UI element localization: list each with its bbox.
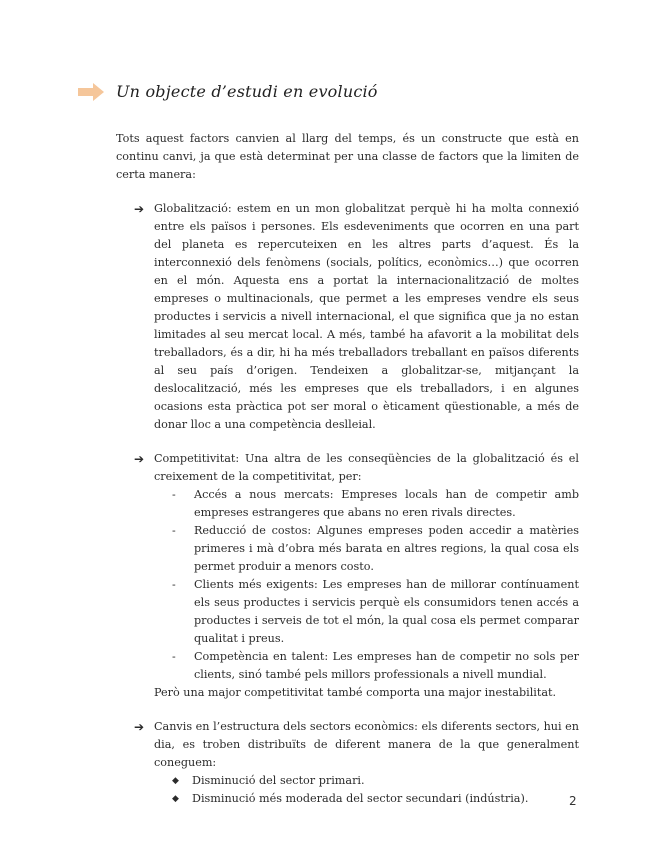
heading-title: Un objecte d’estudi en evolució: [116, 82, 378, 101]
list-item-text: Disminució del sector primari.: [192, 774, 365, 787]
diamond-bullet-icon: ◆: [172, 776, 179, 786]
bullet-text: Canvis en l’estructura dels sectors econòmics: els diferents sectors, hui en dia, es troben distribuïts de diferent manera de la que generalment coneguem:: [154, 720, 579, 769]
dash-icon: -: [172, 650, 176, 663]
list-item-text: Accés a nous mercats: Empreses locals han de competir amb empreses estrangeres que abans no eren rivals directes.: [194, 488, 579, 519]
list-item: [154, 772, 579, 790]
document-body: [116, 130, 579, 808]
arrow-right-icon: ➔: [134, 452, 145, 466]
list-item: [154, 486, 579, 522]
list-item-text: Reducció de costos: Algunes empreses poden accedir a matèries primeres i mà d’obra més barata en altres regions, la qual cosa els permet produir a menors costo.: [194, 524, 579, 573]
arrow-right-icon: ➔: [134, 720, 145, 734]
arrow-right-icon: [78, 83, 104, 101]
bullet-sectors: [116, 718, 579, 808]
dash-icon: -: [172, 578, 176, 591]
dash-icon: -: [172, 524, 176, 537]
arrow-right-icon: ➔: [134, 202, 145, 216]
bullet-after-text: Però una major competitivitat també comporta una major inestabilitat.: [154, 686, 557, 699]
dash-icon: -: [172, 488, 176, 501]
list-item: [154, 522, 579, 576]
list-item: [154, 648, 579, 684]
bullet-globalitzacio: [116, 200, 579, 434]
list-item: [154, 576, 579, 648]
list-item-text: Competència en talent: Les empreses han de competir no sols per clients, sinó també pels millors professionals a nivell mundial.: [194, 650, 579, 681]
section-heading: [78, 82, 378, 101]
bullet-text: Competitivitat: Una altra de les conseqüències de la globalització és el creixement de la competitivitat, per:: [154, 452, 579, 483]
list-item-text: Clients més exigents: Les empreses han de millorar contínuament els seus productes i servicis perquè els consumidors tenen accés a productes i serveis de tot el món, la qual cosa els permet comparar qualitat i preus.: [194, 578, 579, 645]
list-item-text: Disminució més moderada del sector secundari (indústria).: [192, 792, 529, 805]
diamond-bullet-icon: ◆: [172, 794, 179, 804]
page-number: 2: [569, 794, 577, 808]
bullet-competitivitat: [116, 450, 579, 702]
list-item: [154, 790, 579, 808]
intro-paragraph: Tots aquest factors canvien al llarg del temps, és un constructe que està en continu canvi, ja que està determinat per una classe de factors que la limiten de certa manera:: [116, 132, 579, 181]
bullet-text: Globalització: estem en un mon globalitzat perquè hi ha molta connexió entre els països i persones. Els esdeveniments que ocorren en una part del planeta es repercuteixen en les altres parts d’aquest. És la interconnexió dels fenòmens (socials, polítics, econòmics…) que ocorren en el món. Aquesta ens a portat la internacionalització de moltes empreses o multinacionals, que permet a les empreses vendre els seus productes i servicis a nivell internacional, el que significa que ja no estan limitades al seu mercat local. A més, també ha afavorit a la mobilitat dels treballadors, és a dir, hi ha més treballadors treballant en països diferents al seu país d’origen. Tendeixen a globalitzar-se, mitjançant la deslocalització, més les empreses que els treballadors, i en algunes ocasions esta pràctica pot ser moral o èticament qüestionable, a més de donar lloc a una competència deslleial.: [154, 202, 579, 431]
